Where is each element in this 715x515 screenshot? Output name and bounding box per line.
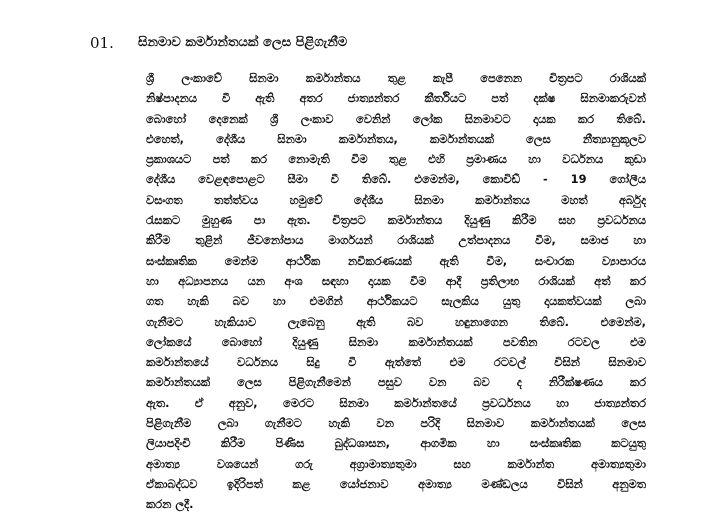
section-number: 01.: [90, 34, 114, 52]
section-title: සිනමාව කර්මාන්තයක් ලෙස පිළිගැනීම: [138, 35, 348, 50]
paragraph-line: බොහෝ දෙනෙක් ශ්‍රී ලංකාව වෙනින් ලෝක සිනමාවට දායක කර තිබේ.: [146, 111, 646, 126]
paragraph-line: කරන ලදී.: [146, 497, 194, 512]
paragraph-line: ගැනීමට හැකියාව ලැබෙනු ඇති බව හඳුනාගෙන තිබේ. එමෙන්ම,: [146, 314, 646, 329]
paragraph-line: කර්මාන්තයක් ලෙස පිළිගැනීමෙන් පසුව වන බව ද නිරීක්ෂණය කර: [146, 375, 646, 390]
paragraph-line: එහෙත්, දේශීය සිනමා කර්මාන්තය, කර්මාන්තයක් ලෙස නීත්‍යානුකූලව: [146, 131, 646, 146]
paragraph-line: පිළිගැනීම ලබා ගැනීමට හැකි වන පරිදි සිනමාව කර්මාන්තයක් ලෙස: [146, 416, 646, 431]
paragraph-line: කිරීම තුළින් ජීවනෝපාය මාර්ගයන් රාශියක් උත්පාදනය වීම, සමාජ හා: [146, 233, 646, 248]
section-heading: [90, 34, 650, 56]
body-paragraph: [146, 68, 646, 515]
paragraph-line: දේශීය වෙළඳපොළට සීමා වී තිබේ. එමෙන්ම, කොවිඩ් - 19 ගෝලීය: [146, 172, 646, 187]
paragraph-line: ඇත. ඒ අනුව, මෙරට සිනමා කර්මාන්තයේ ප්‍රවර්ධනය හා ජාත්‍යන්තර: [146, 395, 646, 410]
paragraph-line: රැසකට මුහුණ පා ඇත. චිත්‍රපට කර්මාන්තය දියුණු කිරීම සහ ප්‍රවර්ධනය: [146, 213, 646, 228]
paragraph-line: අමාත්‍ය වශයෙන් ගරු අග්‍රාමාත්‍යතුමා සහ කර්මාන්ත අමාත්‍යතුමා: [146, 456, 646, 471]
paragraph-line: සංස්කෘතික මෙන්ම ආර්ථික නවීකරණයක් ඇති වීම, සංචාරක ව්‍යාපාරය: [146, 253, 646, 268]
paragraph-line: ශ්‍රී ලංකාවේ සිනමා කර්මාන්තය තුළ කැපී පෙනෙන චිත්‍රපට රාශියක්: [146, 71, 646, 85]
paragraph-line: ලෝකයේ බොහෝ දියුණු සිනමා කර්මාන්තයක් පවතින රටවල එම: [146, 334, 646, 349]
paragraph-line: ඒකාබද්ධව ඉදිරිපත් කළ යෝජනාව අමාත්‍ය මණ්ඩලය විසින් අනුමත: [146, 476, 646, 491]
paragraph-line: ප්‍රකාශයට පත් කර නොමැති වීම තුළ එහි ප්‍රමාණය හා වර්ධනය කුඩා: [146, 152, 646, 167]
paragraph-line: වසංගත තත්ත්වය හමුවේ දේශීය සිනමා කර්මාන්තය මහත් අර්බුද: [146, 192, 646, 207]
paragraph-line: නිෂ්පාදනය වී ඇති අතර ජාත්‍යන්තර කීර්තියට පත් දක්ෂ සිනමාකරුවන්: [146, 91, 646, 106]
paragraph-line: හා අධ්‍යාපනය යන අංශ සඳහා දායක වීම ආදී ප්‍රතිලාභ රාශියක් අත් කර: [146, 273, 646, 288]
paragraph-line: ගත හැකි බව හා එමගින් ආර්ථිකයට සැලකිය යුතු දායකත්වයක් ලබා: [146, 294, 646, 309]
paragraph-line: කර්මාන්තයේ වර්ධනය සිදු වී ඇත්තේ එම රටවල් විසින් සිනමාව: [146, 355, 646, 370]
paragraph-line: ලියාපදිංචි කිරීම පිණිස බුද්ධශාසන, ආගමික හා සංස්කෘතික කටයුතු: [146, 436, 646, 451]
